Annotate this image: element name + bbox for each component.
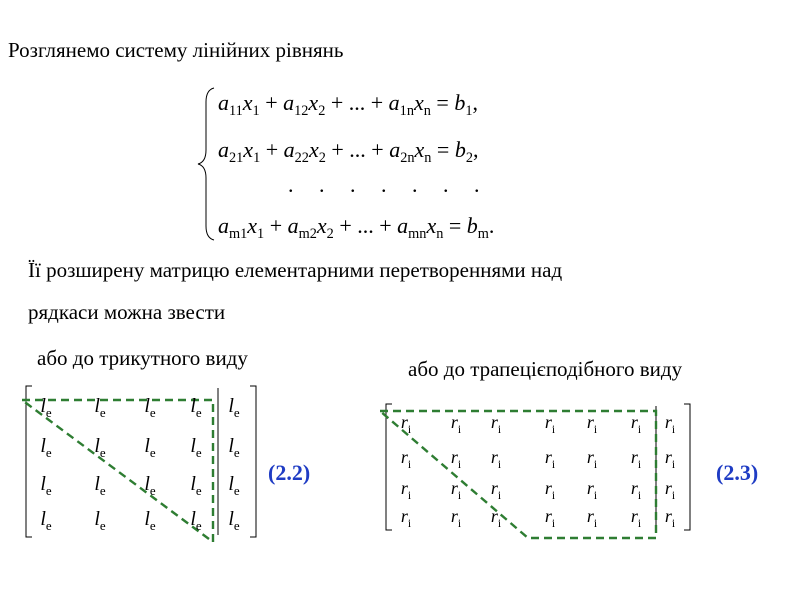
.,: $r_i$ [450, 478, 462, 502]
0,: $l_e$ [94, 508, 106, 533]
...,: $l_e$ [144, 435, 156, 460]
0,: $r_i$ [400, 447, 412, 471]
a,11: $r_i$ [400, 412, 412, 436]
0,: $r_i$ [450, 506, 462, 530]
.,: $r_i$ [400, 478, 412, 502]
d,n: $l_e$ [228, 508, 240, 533]
.,: $r_i$ [586, 478, 598, 502]
b,1: $r_i$ [664, 412, 676, 436]
a,11: $l_e$ [40, 395, 52, 420]
.,: $l_e$ [94, 473, 106, 498]
triangular-caption: або до трикутного виду [37, 346, 248, 370]
c,mn: $r_i$ [630, 506, 642, 530]
right-matrix-close-bracket [684, 404, 690, 530]
equation-row-2: $a_{21}x_1 + a_{22}x_2$ + ... + $a_{2n}x_n = b_2$, [218, 137, 479, 166]
system-left-brace [198, 88, 214, 240]
0,: $l_e$ [40, 508, 52, 533]
right-trapezoid-highlight [380, 411, 656, 538]
d,2: $r_i$ [664, 447, 676, 471]
.,: $r_i$ [490, 478, 502, 502]
...,: $r_i$ [490, 412, 502, 436]
equation-dots-row: . . . . . . . [288, 172, 490, 197]
left-matrix-close-bracket [250, 386, 256, 537]
a,1n: $l_e$ [190, 395, 202, 420]
a,1n: $r_i$ [630, 412, 642, 436]
...,: $r_i$ [490, 506, 502, 530]
c,mm: $r_i$ [544, 506, 556, 530]
.,: $l_e$ [144, 473, 156, 498]
...,: $r_i$ [490, 447, 502, 471]
.,: $r_i$ [630, 478, 642, 502]
c,22: $r_i$ [450, 447, 462, 471]
d,m: $r_i$ [664, 506, 676, 530]
paragraph-line-1: Її розширену матрицю елементарними перетвореннями над [28, 258, 563, 282]
a,1m: $r_i$ [544, 412, 556, 436]
.,: $l_e$ [40, 473, 52, 498]
d,2: $l_e$ [228, 435, 240, 460]
...,: $r_i$ [586, 506, 598, 530]
0,: $r_i$ [400, 506, 412, 530]
equation-row-3: $a_{m1}x_1 + a_{m2}x_2$ + ... + $a_{mn}x_n = b_m$. [218, 213, 495, 242]
...,: $r_i$ [586, 412, 598, 436]
...,: $l_e$ [144, 508, 156, 533]
right-matrix-open-bracket [386, 404, 392, 530]
...,: $l_e$ [144, 395, 156, 420]
linear-system [198, 88, 494, 242]
0,: $l_e$ [40, 435, 52, 460]
equation-label-2-3: (2.3) [716, 460, 759, 485]
.,: $r_i$ [544, 478, 556, 502]
.,: $l_e$ [190, 473, 202, 498]
paragraph-line-2: рядкаси можна звести [28, 300, 226, 324]
c,2n: $r_i$ [630, 447, 642, 471]
trapezoid-caption: або до трапецієподібного виду [408, 357, 683, 381]
b,1: $l_e$ [228, 395, 240, 420]
c,2m: $r_i$ [544, 447, 556, 471]
.,: $r_i$ [664, 478, 676, 502]
c,22: $l_e$ [94, 435, 106, 460]
c,mn: $l_e$ [190, 508, 202, 533]
equation-row-1: $a_{11}x_1 + a_{12}x_2$ + ... + $a_{1n}x_n = b_1$, [218, 90, 478, 119]
slide-title: Розглянемо систему лінійних рівнянь [8, 38, 344, 62]
triangular-matrix [22, 386, 256, 542]
a,12: $l_e$ [94, 395, 106, 420]
a,12: $r_i$ [450, 412, 462, 436]
equation-label-2-2: (2.2) [268, 460, 311, 485]
.,: $l_e$ [228, 473, 240, 498]
c,2n: $l_e$ [190, 435, 202, 460]
trapezoid-matrix [380, 404, 690, 538]
...,: $r_i$ [586, 447, 598, 471]
left-matrix-open-bracket [26, 386, 32, 537]
